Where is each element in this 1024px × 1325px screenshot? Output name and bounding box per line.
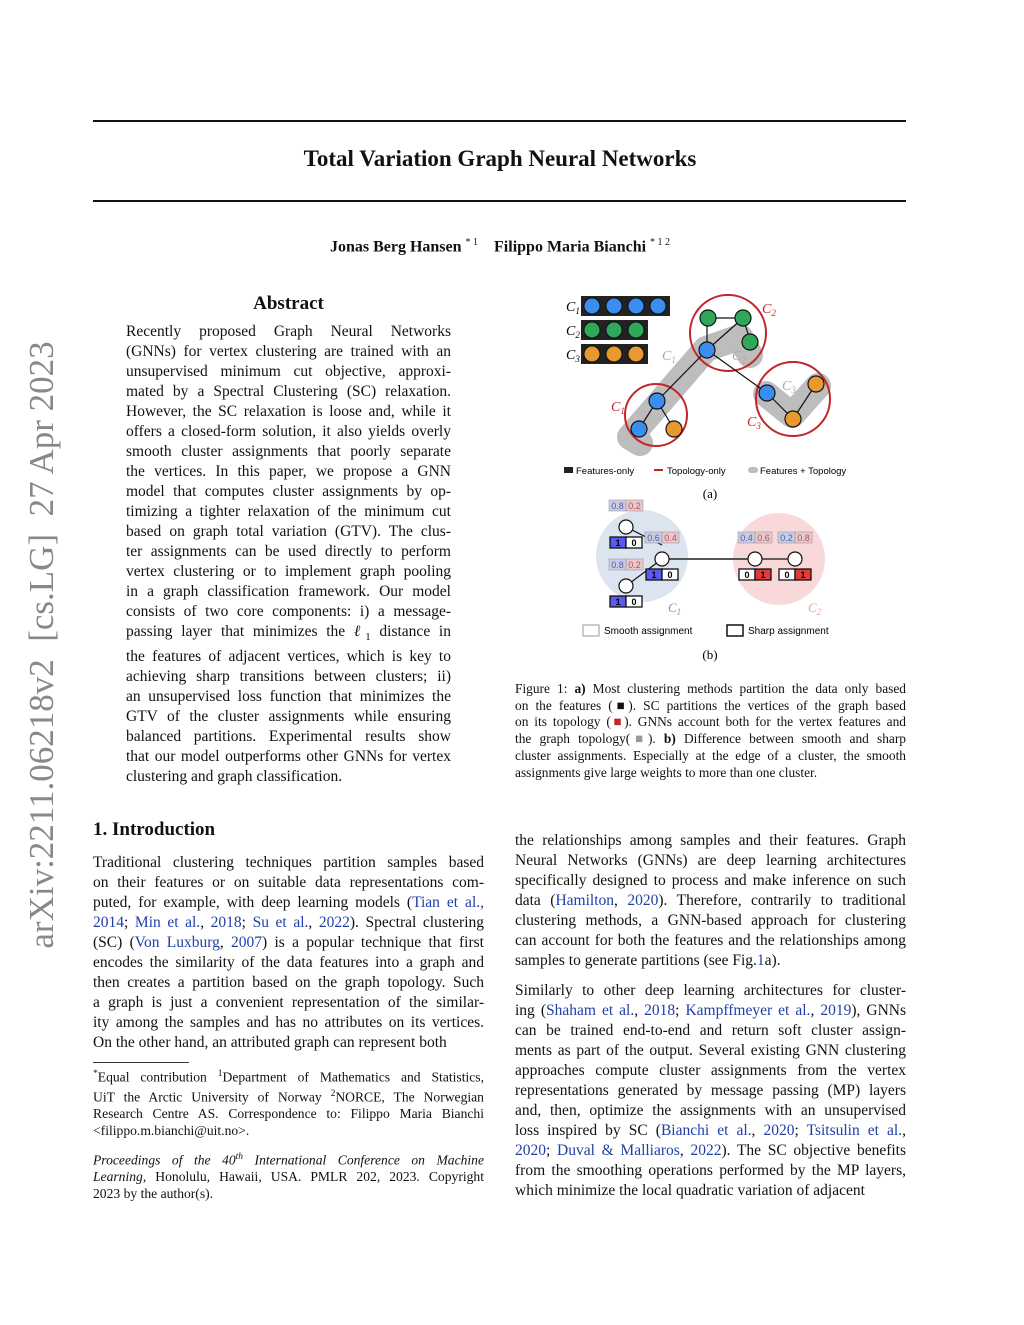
sharp-value: 1 bbox=[615, 597, 621, 607]
smooth-value: 0.2 bbox=[780, 533, 793, 543]
paper-title: Total Variation Graph Neural Networks bbox=[303, 146, 697, 171]
text-line: clustering and graph classification. bbox=[126, 768, 343, 786]
text-span: ), GNNs bbox=[851, 1002, 906, 1019]
text-line: On the other hand, an attributed graph can represent both bbox=[93, 1034, 447, 1051]
proceedings-note bbox=[93, 1149, 484, 1203]
right-paragraph-1 bbox=[515, 831, 906, 971]
author-list bbox=[0, 237, 1000, 256]
feature-bars bbox=[581, 296, 670, 364]
citation-link[interactable]: Von Luxburg bbox=[134, 934, 220, 951]
text-span: ; bbox=[546, 1142, 558, 1159]
text-line: ments as part of the output. Several existing GNN clustering bbox=[515, 1042, 906, 1059]
smooth-value: 0.4 bbox=[664, 533, 677, 543]
figure-caption bbox=[515, 681, 906, 781]
text-span: , Honolulu, Hawaii, USA. PMLR 202, 2023. Copyright bbox=[142, 1169, 484, 1185]
citation-link[interactable]: Tian et al., bbox=[412, 894, 484, 911]
text-span: NORCE, The Norwegian bbox=[335, 1089, 484, 1105]
text-span: ■ bbox=[610, 714, 625, 730]
citation-link[interactable]: Kampffmeyer et al. bbox=[685, 1002, 811, 1019]
text-span: puted, for example, with deep learning models ( bbox=[93, 894, 413, 911]
text-line: cluster assignments. Especially at the edge of a cluster, the smooth bbox=[515, 747, 906, 763]
text-span: , bbox=[751, 1122, 764, 1139]
text-span: loss inspired by SC ( bbox=[515, 1122, 661, 1139]
svg-text:C2: $C_2$ bbox=[762, 302, 776, 318]
text-line: GTV of the cluster assignments while ensuring bbox=[126, 708, 451, 726]
smooth-value: 0.8 bbox=[611, 501, 624, 511]
text-span: Department of Mathematics and Statistics, bbox=[222, 1069, 484, 1085]
text-span: Proceedings of the 40 bbox=[93, 1152, 236, 1168]
text-line: ity among the samples and has no attributes on its vertices. bbox=[93, 1014, 484, 1031]
text-line: clustering methods, a GNN-based approach for clustering bbox=[515, 912, 906, 929]
sharp-value: 0 bbox=[667, 570, 673, 580]
text-span: a). bbox=[764, 952, 781, 969]
text-span: ; bbox=[241, 914, 253, 931]
footnote-rule bbox=[93, 1062, 189, 1063]
text-line: mated by a Spectral Clustering (SC) relaxation. bbox=[126, 383, 451, 400]
text-line: <filippo.m.bianchi@uit.no>. bbox=[93, 1123, 250, 1139]
smooth-value: 0.2 bbox=[628, 560, 641, 570]
text-line bbox=[515, 698, 906, 715]
text-span: ). bbox=[647, 731, 664, 747]
citation-link[interactable]: 2020 bbox=[627, 892, 659, 909]
svg-text:C2: $C_2$ bbox=[566, 324, 580, 340]
text-line: on their features or on suitable data representations com- bbox=[93, 874, 484, 891]
text-span: , bbox=[219, 934, 232, 951]
sharp-value: 0 bbox=[784, 570, 790, 580]
text-line bbox=[515, 1141, 906, 1161]
footnotes bbox=[93, 1066, 484, 1140]
citation-link[interactable]: 2022 bbox=[318, 914, 350, 931]
smooth-value: 0.8 bbox=[797, 533, 810, 543]
text-span: * bbox=[93, 1069, 98, 1079]
text-line: can account for both the features and the relationships among bbox=[515, 932, 906, 949]
smooth-value: 0.8 bbox=[611, 560, 624, 570]
text-line: assignments give large weights to more than one cluster. bbox=[515, 764, 818, 780]
citation-link[interactable]: Min et al. bbox=[134, 914, 201, 931]
text-line: the relationships among samples and their features. Graph bbox=[515, 832, 906, 849]
text-span: International Conference on Machine bbox=[243, 1152, 484, 1168]
sharp-value: 0 bbox=[631, 597, 637, 607]
right-paragraph-2 bbox=[515, 981, 906, 1201]
cluster-region-c1 bbox=[596, 510, 688, 602]
text-span: 1 bbox=[365, 631, 371, 644]
text-line bbox=[93, 913, 484, 933]
text-line: vertex clustering or to implement graph pooling bbox=[126, 563, 451, 580]
text-line: Traditional clustering techniques partition samples based bbox=[93, 854, 484, 871]
svg-text:Topology-only: Topology-only bbox=[667, 466, 726, 477]
text-line bbox=[515, 1001, 906, 1021]
text-span: Figure 1: bbox=[515, 681, 575, 696]
text-span: th bbox=[235, 1152, 244, 1162]
text-line: then creates a partition based on the graph topology. Such bbox=[93, 974, 484, 991]
text-span: 2 bbox=[330, 1089, 336, 1100]
text-span: ■ bbox=[612, 697, 629, 713]
text-span: a) bbox=[574, 681, 586, 696]
text-span: Difference between smooth and sharp bbox=[675, 731, 906, 747]
text-line: in a graph classification framework. Our model bbox=[126, 583, 451, 600]
figure-1 bbox=[550, 285, 870, 670]
text-span: ing ( bbox=[515, 1002, 546, 1019]
subfigure-label-a: (a) bbox=[702, 486, 718, 501]
text-span: passing layer that minimizes the bbox=[126, 623, 354, 640]
text-span: ). Spectral clustering bbox=[349, 914, 484, 931]
text-span: , bbox=[679, 1142, 691, 1159]
text-line: can be trained end-to-end and return soft cluster assign- bbox=[515, 1022, 906, 1039]
smooth-value: 0.4 bbox=[740, 533, 753, 543]
text-span: (SC) ( bbox=[93, 934, 135, 951]
text-line bbox=[515, 714, 906, 731]
graph-node bbox=[788, 552, 802, 566]
text-line bbox=[93, 1086, 484, 1106]
text-line: a graph is just a convenient representation of the similar- bbox=[93, 994, 484, 1011]
text-line: consists of two core components: i) a message- bbox=[126, 603, 451, 620]
text-line: 2023 by the author(s). bbox=[93, 1185, 214, 1201]
text-span: data ( bbox=[515, 892, 556, 909]
citation-link[interactable]: 2014 bbox=[93, 914, 124, 931]
text-line: However, the SC relaxation is loose and, while it bbox=[126, 403, 451, 420]
text-span: , bbox=[308, 914, 319, 931]
sharp-value: 0 bbox=[744, 570, 750, 580]
citation-link[interactable]: Duval & Malliaros bbox=[557, 1142, 680, 1159]
text-line: representations generated by message passing (MP) layers bbox=[515, 1082, 906, 1099]
cluster-label-c2: $C_2$ bbox=[808, 600, 822, 617]
text-span: Equal contribution bbox=[97, 1069, 218, 1085]
abstract-text bbox=[126, 322, 451, 787]
author-name: Filippo Maria Bianchi bbox=[494, 238, 647, 256]
legend-a bbox=[564, 466, 846, 477]
text-line: specifically designed to process and make inference on such bbox=[515, 872, 906, 889]
text-span: distance in bbox=[370, 623, 451, 640]
text-span: ; bbox=[124, 914, 135, 931]
text-span: ). Therefore, contrarily to traditional bbox=[658, 892, 906, 909]
text-line: offers a closed-form solution, it also yields overly bbox=[126, 423, 451, 440]
citation-link[interactable]: Bianchi et al. bbox=[660, 1122, 752, 1139]
graph-node bbox=[748, 552, 762, 566]
text-span: ). The SC objective benefits bbox=[721, 1142, 906, 1159]
graph-node bbox=[619, 520, 633, 534]
text-line bbox=[93, 1066, 484, 1086]
text-line bbox=[515, 1121, 906, 1141]
text-span: , bbox=[634, 1002, 645, 1019]
text-span: samples to generate partitions (see Fig. bbox=[515, 952, 757, 969]
text-span: b) bbox=[663, 731, 676, 747]
section-heading-introduction: 1. Introduction bbox=[93, 819, 216, 840]
smooth-value: 0.6 bbox=[757, 533, 770, 543]
text-span: on the features ( bbox=[515, 697, 613, 713]
author-affil: * 1 bbox=[465, 237, 479, 248]
subfigure-label-b: (b) bbox=[702, 647, 718, 662]
text-line: smooth cluster assignments that poorly separate bbox=[126, 443, 451, 460]
svg-text:Sharp assignment: Sharp assignment bbox=[748, 626, 829, 637]
citation-link[interactable]: Su et al. bbox=[252, 914, 309, 931]
text-line: timizing a tighter relaxation of the minimum cut bbox=[126, 503, 451, 520]
smooth-value: 0.6 bbox=[647, 533, 660, 543]
text-line bbox=[93, 1149, 484, 1169]
svg-text:C3: $C_3$ bbox=[566, 348, 580, 364]
citation-link[interactable]: Hamilton bbox=[555, 892, 615, 909]
sharp-value: 1 bbox=[615, 538, 621, 548]
text-span: Most clustering methods partition the data only based bbox=[585, 681, 906, 696]
text-span: on its topology ( bbox=[515, 714, 611, 730]
text-line bbox=[515, 731, 906, 748]
text-line bbox=[93, 1169, 484, 1186]
text-span: ℓ bbox=[353, 623, 366, 640]
title-rule-top bbox=[93, 120, 906, 122]
graph-node bbox=[619, 579, 633, 593]
text-line bbox=[93, 893, 484, 913]
text-span: Learning bbox=[93, 1169, 143, 1185]
svg-text:C3: $C_3$ bbox=[747, 415, 761, 431]
graph-node bbox=[655, 552, 669, 566]
svg-text:C1: $C_1$ bbox=[566, 300, 580, 316]
text-line: the features of adjacent vertices, which is key to bbox=[126, 648, 451, 666]
text-line: approaches compute cluster assignments from the vertex bbox=[515, 1062, 906, 1079]
citation-link[interactable]: Shaham et al. bbox=[546, 1002, 635, 1019]
sharp-value: 0 bbox=[631, 538, 637, 548]
text-span: ■ bbox=[630, 731, 648, 747]
svg-text:Features + Topology: Features + Topology bbox=[760, 466, 847, 477]
author-affil: * 1 2 bbox=[650, 237, 671, 248]
text-line: Neural Networks (GNNs) are deep learning architectures bbox=[515, 852, 906, 869]
text-line bbox=[126, 622, 451, 647]
text-line: the vertices. In this paper, we propose a GNN bbox=[126, 463, 451, 480]
citation-link[interactable]: 2020 bbox=[763, 1122, 795, 1139]
citation-link[interactable]: 2018 bbox=[210, 914, 242, 931]
svg-text:C3: $C_3$ bbox=[782, 379, 796, 395]
text-line: Recently proposed Graph Neural Networks bbox=[126, 323, 451, 340]
citation-link[interactable]: 2019 bbox=[820, 1002, 852, 1019]
text-line bbox=[93, 933, 484, 953]
text-line: which minimize the local quadratic variation of adjacent bbox=[515, 1182, 865, 1199]
text-span: ). SC partitions the vertices of the graph based bbox=[628, 697, 906, 713]
text-line: based on graph total variation (GTV). The clus- bbox=[126, 523, 451, 540]
svg-text:C2: $C_2$ bbox=[732, 349, 746, 365]
citation-link[interactable]: 2020 bbox=[515, 1142, 546, 1159]
text-line: Similarly to other deep learning architectures for cluster- bbox=[515, 982, 906, 999]
text-span: UiT the Arctic University of Norway bbox=[93, 1089, 331, 1105]
text-line: that our model outperforms other GNNs for vertex bbox=[126, 748, 451, 766]
text-span: , bbox=[902, 1122, 906, 1139]
citation-link[interactable]: 2022 bbox=[690, 1142, 722, 1159]
text-line: an unsupervised loss function that minimizes the bbox=[126, 688, 451, 706]
citation-link[interactable]: Tsitsulin et al. bbox=[806, 1122, 903, 1139]
text-line: encodes the similarity of the data features into a graph and bbox=[93, 954, 484, 971]
citation-link[interactable]: 2018 bbox=[644, 1002, 676, 1019]
svg-text:C1: $C_1$ bbox=[611, 400, 625, 416]
citation-link[interactable]: 2007 bbox=[231, 934, 263, 951]
text-span: ) is a popular technique that first bbox=[262, 934, 484, 951]
text-line bbox=[515, 951, 906, 971]
text-span: ; bbox=[794, 1122, 807, 1139]
arxiv-identifier: arXiv:2211.06218v2 [cs.LG] 27 Apr 2023 bbox=[22, 341, 61, 949]
cluster-label-c1: $C_1$ bbox=[668, 600, 682, 617]
text-line: ter assignments can be used directly to perform bbox=[126, 543, 451, 560]
sharp-value: 1 bbox=[651, 570, 657, 580]
intro-text bbox=[93, 853, 484, 1053]
text-span: ). GNNs account both for the vertex features and bbox=[624, 714, 906, 730]
text-span: 1 bbox=[217, 1069, 223, 1079]
text-line: model that computes cluster assignments by op- bbox=[126, 483, 451, 500]
text-line: Research Centre AS. Correspondence to: Filippo Maria Bianchi bbox=[93, 1106, 484, 1122]
citation-link[interactable]: 1 bbox=[756, 952, 765, 969]
text-line: achieving sharp transitions between clusters; ii) bbox=[126, 668, 451, 686]
text-line: and, then, optimize the assignments with an unsupervised bbox=[515, 1102, 906, 1119]
text-span: , bbox=[200, 914, 211, 931]
text-line: from the smoothing operations performed by the MP layers, bbox=[515, 1162, 906, 1179]
smooth-value: 0.2 bbox=[628, 501, 641, 511]
svg-text:Features-only: Features-only bbox=[576, 466, 635, 477]
svg-text:Smooth assignment: Smooth assignment bbox=[604, 626, 693, 637]
text-span: ; bbox=[675, 1002, 686, 1019]
text-line bbox=[515, 681, 906, 698]
sharp-value: 1 bbox=[800, 570, 806, 580]
text-span: the graph topology( bbox=[515, 731, 631, 747]
sharp-value: 1 bbox=[760, 570, 766, 580]
svg-text:C1: $C_1$ bbox=[662, 349, 676, 365]
author-name: Jonas Berg Hansen bbox=[329, 238, 462, 256]
title-rule-bottom bbox=[93, 200, 906, 202]
text-line: unsupervised minimum cut objective, approxi- bbox=[126, 363, 451, 380]
text-line: (GNNs) for vertex clustering are trained with an bbox=[126, 343, 451, 360]
text-span: , bbox=[810, 1002, 821, 1019]
legend-b bbox=[583, 625, 829, 637]
text-line: balanced partitions. Experimental results show bbox=[126, 728, 451, 746]
text-line bbox=[515, 891, 906, 911]
abstract-heading: Abstract bbox=[253, 293, 324, 314]
text-span: , bbox=[614, 892, 628, 909]
